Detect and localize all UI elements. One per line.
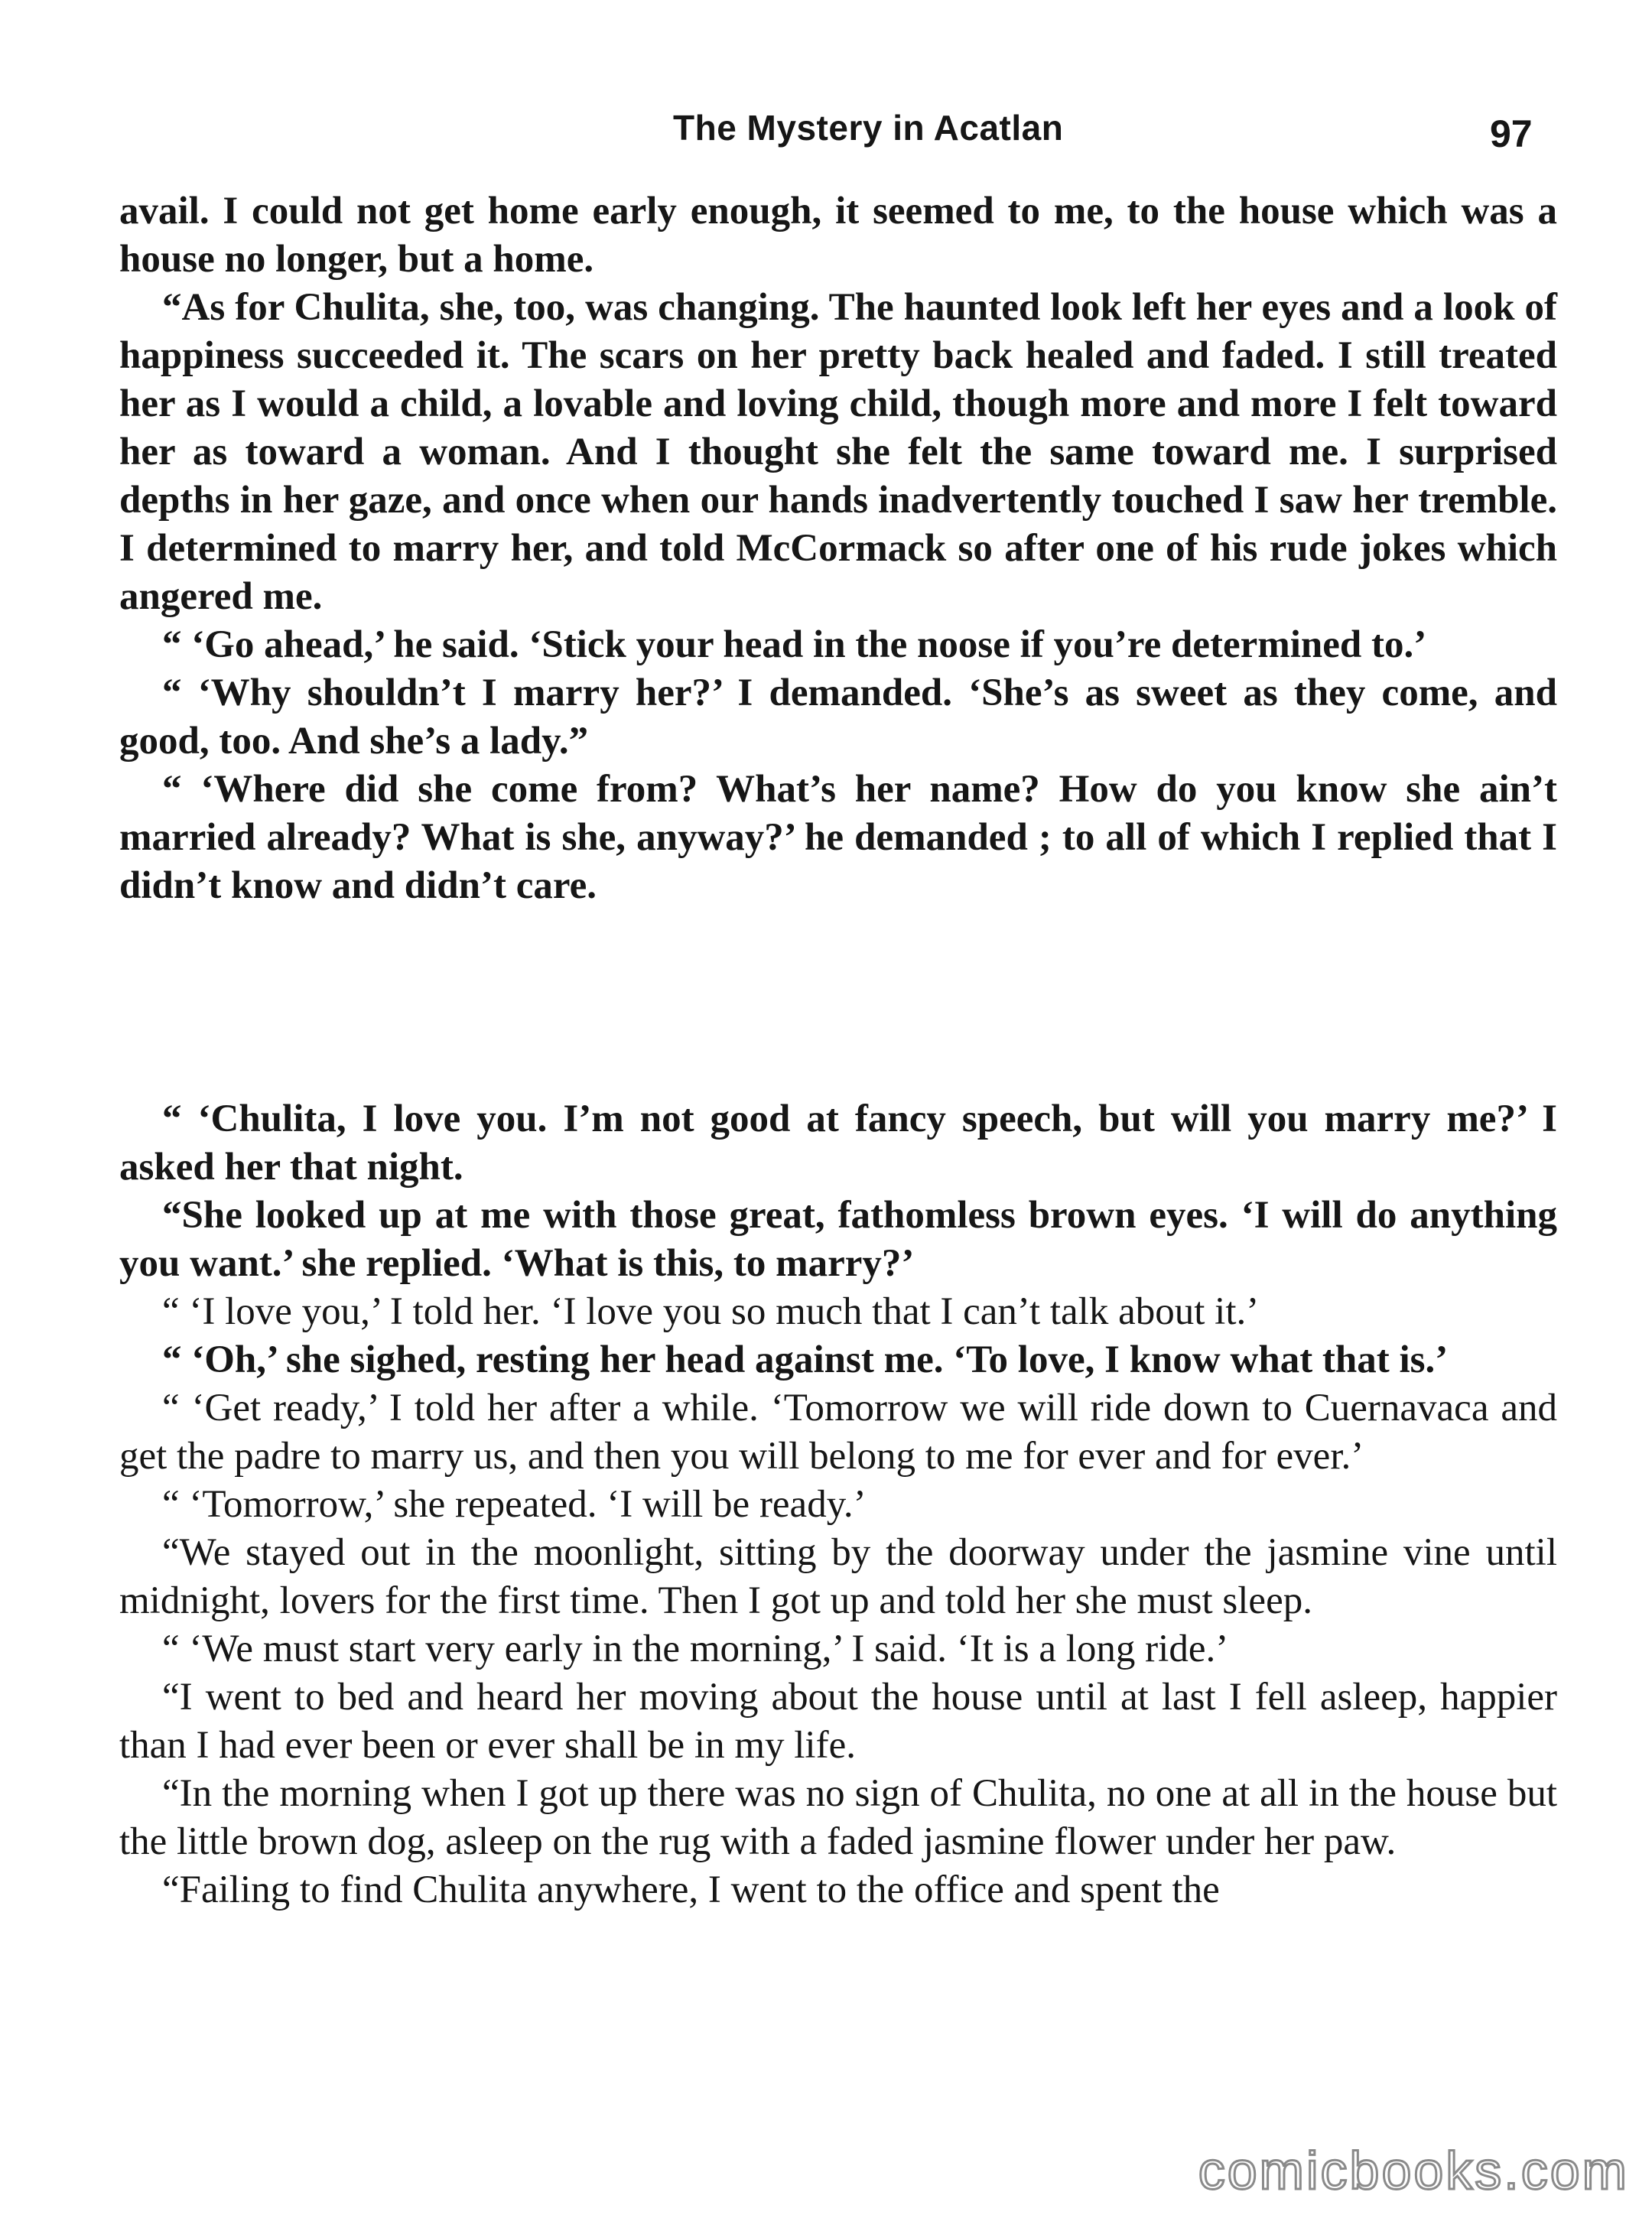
paragraph: avail. I could not get home early enough, it seemed to me, to the house which was a house no longer, but a home. (119, 190, 1557, 281)
paragraph: “ ‘I love you,’ I told her. ‘I love you so much that I can’t talk about it.’ (162, 1290, 1260, 1333)
text-section-2 (119, 1095, 1557, 1914)
watermark: comicbooks.com (1198, 2141, 1629, 2200)
page-number: 97 (1490, 112, 1533, 155)
paragraph: “ ‘Go ahead,’ he said. ‘Stick your head in the noose if you’re determined to.’ (162, 623, 1427, 666)
paragraph: “ ‘Where did she come from? What’s her name? How do you know she ain’t married already? What is she, anyway?’ he demanded ; to all of which I replied that I didn’t know and didn’t care. (119, 768, 1557, 907)
paragraph: “ ‘Chulita, I love you. I’m not good at fancy speech, but will you marry me?’ I asked her that night. (119, 1098, 1557, 1189)
paragraph: “ ‘Tomorrow,’ she repeated. ‘I will be ready.’ (162, 1483, 867, 1526)
running-head-title: The Mystery in Acatlan (673, 108, 1064, 148)
paragraph: “ ‘Oh,’ she sighed, resting her head against me. ‘To love, I know what that is.’ (162, 1338, 1449, 1381)
paragraph: “ ‘Get ready,’ I told her after a while. ‘Tomorrow we will ride down to Cuernavaca and get the padre to marry us, and then you will belong to me for ever and for ever.’ (119, 1387, 1557, 1478)
paragraph: “She looked up at me with those great, fathomless brown eyes. ‘I will do anything you want.’ she replied. ‘What is this, to marry?’ (119, 1194, 1557, 1285)
text-section-1 (119, 187, 1557, 910)
paragraph: “Failing to find Chulita anywhere, I went to the office and spent the (162, 1868, 1220, 1911)
paragraph: “ ‘Why shouldn’t I marry her?’ I demanded. ‘She’s as sweet as they come, and good, too. And she’s a lady.” (119, 672, 1557, 763)
paragraph: “ ‘We must start very early in the morning,’ I said. ‘It is a long ride.’ (162, 1628, 1229, 1670)
paragraph: “We stayed out in the moonlight, sitting by the doorway under the jasmine vine until midnight, lovers for the first time. Then I got up and told her she must sleep. (119, 1531, 1557, 1622)
paragraph: “In the morning when I got up there was no sign of Chulita, no one at all in the house but the little brown dog, asleep on the rug with a faded jasmine flower under her paw. (119, 1772, 1557, 1863)
paragraph: “As for Chulita, she, too, was changing. The haunted look left her eyes and a look of happiness succeeded it. The scars on her pretty back healed and faded. I still treated her as I would a child, a lovable and loving child, though more and more I felt toward her as toward a woman. And I thought she felt the same toward me. I surprised depths in her gaze, and once when our hands inadvertently touched I saw her tremble. I determined to marry her, and told McCormack so after one of his rude jokes which angered me. (119, 286, 1557, 618)
paragraph: “I went to bed and heard her moving about the house until at last I fell asleep, happier than I had ever been or ever shall be in my life. (119, 1676, 1557, 1767)
